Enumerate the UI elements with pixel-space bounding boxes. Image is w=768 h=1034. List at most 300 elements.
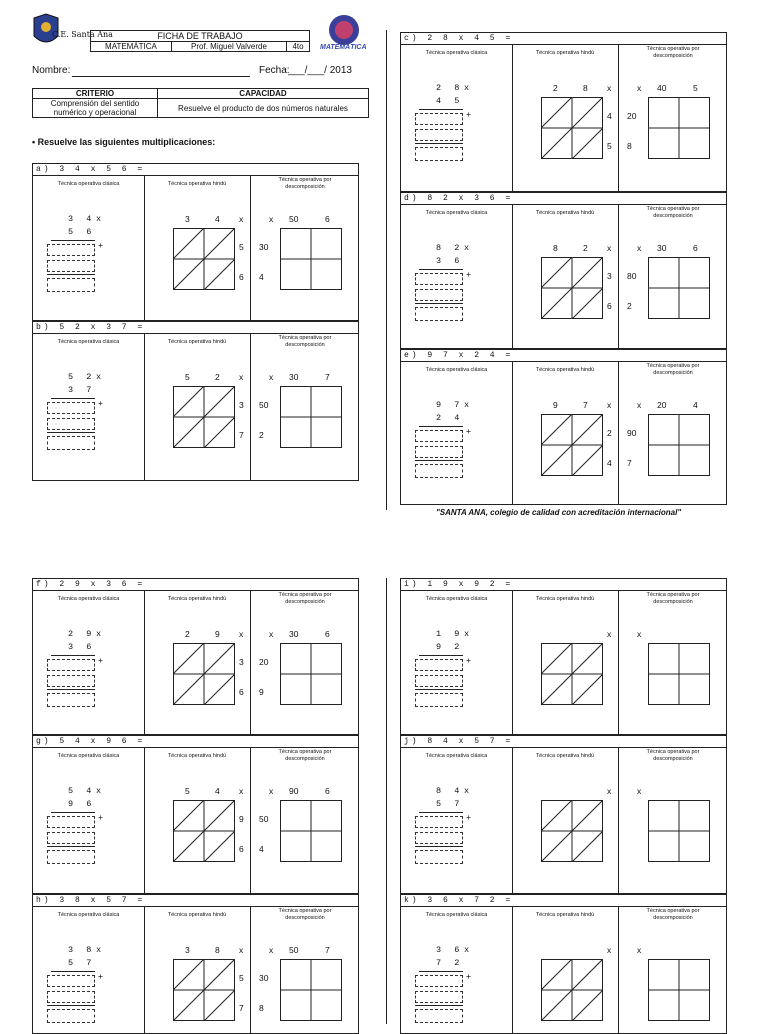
classic-answer-row-2[interactable] — [47, 418, 95, 430]
page-divider-top — [386, 30, 387, 510]
decomp-side-tens: 20 — [627, 111, 637, 121]
classic-result-row[interactable] — [47, 850, 95, 864]
decomp-top-tens: 50 — [289, 945, 299, 955]
classic-underline — [419, 269, 463, 270]
hindu-x-sign: x — [607, 83, 612, 93]
hindu-top-digit-1: 3 — [185, 214, 190, 224]
classic-result-line — [415, 460, 463, 461]
decomp-side-tens: 30 — [259, 973, 269, 983]
hindu-side-digit-1: 2 — [607, 428, 612, 438]
label-decomp: Técnica operativa por descomposición — [646, 363, 700, 376]
classic-result-row[interactable] — [415, 693, 463, 707]
label-classic: Técnica operativa clásica — [425, 753, 488, 759]
decomp-top-units: 6 — [325, 786, 330, 796]
label-classic: Técnica operativa clásica — [425, 50, 488, 56]
decomp-x-sign: x — [637, 629, 642, 639]
exercise-title: d) 8 2 x 3 6 = — [404, 194, 514, 203]
decomp-top-units: 6 — [325, 214, 330, 224]
classic-bottom-number: 3 6 — [68, 642, 96, 652]
classic-plus-sign: + — [466, 655, 471, 665]
label-decomp: Técnica operativa por descomposición — [646, 206, 700, 219]
classic-top-number: 1 9 — [436, 629, 464, 639]
classic-result-row[interactable] — [415, 464, 463, 478]
hindu-side-digit-1: 3 — [239, 657, 244, 667]
label-decomp: Técnica operativa por descomposición — [646, 592, 700, 605]
classic-result-row[interactable] — [47, 278, 95, 292]
exercise-a — [32, 163, 359, 321]
column-divider — [144, 747, 145, 893]
classic-bottom-number: 5 7 — [436, 799, 464, 809]
classic-result-row[interactable] — [415, 850, 463, 864]
hindu-top-digit-2: 8 — [583, 83, 588, 93]
decomp-top-tens: 20 — [657, 400, 667, 410]
criterio-text: Comprensión del sentido numérico y operacional — [33, 99, 158, 118]
label-classic: Técnica operativa clásica — [425, 596, 488, 602]
classic-plus-sign: + — [98, 240, 103, 250]
hindu-side-digit-2: 6 — [607, 301, 612, 311]
classic-result-line — [415, 689, 463, 690]
school-logo: C.E. Santa Ana — [30, 12, 86, 52]
hindu-top-digit-1: 5 — [185, 372, 190, 382]
classic-top-number: 8 2 — [436, 243, 464, 253]
decomp-grid[interactable] — [648, 959, 710, 1021]
hindu-lattice-grid[interactable] — [173, 386, 235, 448]
decomp-top-tens: 50 — [289, 214, 299, 224]
label-decomp: Técnica operativa por descomposición — [278, 908, 332, 921]
decomp-x-sign: x — [637, 243, 642, 253]
decomp-grid[interactable] — [648, 414, 710, 476]
column-divider — [512, 906, 513, 1033]
classic-answer-row-1[interactable] — [47, 816, 95, 828]
hindu-side-digit-1: 9 — [239, 814, 244, 824]
exercise-header-line — [401, 906, 726, 907]
decomp-x-sign: x — [269, 372, 274, 382]
hindu-top-digit-1: 2 — [185, 629, 190, 639]
hindu-lattice-grid[interactable] — [541, 959, 603, 1021]
classic-x-sign: x — [464, 786, 474, 796]
hindu-x-sign: x — [239, 945, 244, 955]
column-divider — [144, 333, 145, 480]
decomp-x-sign: x — [637, 83, 642, 93]
classic-plus-sign: + — [466, 109, 471, 119]
column-divider — [250, 747, 251, 893]
page-divider-bottom — [386, 578, 387, 1024]
hindu-lattice-grid[interactable] — [173, 228, 235, 290]
decomp-top-units: 6 — [325, 629, 330, 639]
classic-x-sign: x — [464, 243, 474, 253]
classic-underline — [419, 426, 463, 427]
hindu-side-digit-1: 4 — [607, 111, 612, 121]
classic-result-line — [415, 303, 463, 304]
hindu-side-digit-2: 6 — [239, 687, 244, 697]
classic-answer-row-2[interactable] — [415, 675, 463, 687]
decomp-side-units: 2 — [259, 430, 264, 440]
decomp-top-tens: 30 — [289, 629, 299, 639]
label-hindu: Técnica operativa hindú — [535, 912, 595, 918]
classic-plus-sign: + — [466, 426, 471, 436]
hindu-top-digit-2: 2 — [215, 372, 220, 382]
classic-answer-row-1[interactable] — [47, 402, 95, 414]
decomp-grid[interactable] — [280, 228, 342, 290]
hindu-side-digit-2: 7 — [239, 430, 244, 440]
decomp-grid[interactable] — [648, 257, 710, 319]
decomp-top-tens: 30 — [657, 243, 667, 253]
label-decomp: Técnica operativa por descomposición — [646, 46, 700, 59]
column-divider — [618, 44, 619, 191]
column-divider — [618, 747, 619, 893]
classic-result-row[interactable] — [415, 307, 463, 321]
fecha-value[interactable]: ___/___/ 2013 — [288, 65, 352, 76]
classic-result-row[interactable] — [47, 693, 95, 707]
hindu-top-digit-2: 9 — [215, 629, 220, 639]
classic-result-row[interactable] — [415, 1009, 463, 1023]
decomp-side-tens: 90 — [627, 428, 637, 438]
decomp-side-units: 7 — [627, 458, 632, 468]
classic-underline — [51, 398, 95, 399]
classic-answer-row-1[interactable] — [415, 816, 463, 828]
classic-result-row[interactable] — [47, 1009, 95, 1023]
hindu-x-sign: x — [239, 629, 244, 639]
label-classic: Técnica operativa clásica — [425, 210, 488, 216]
classic-underline — [51, 240, 95, 241]
classic-top-number: 9 7 — [436, 400, 464, 410]
classic-answer-row-2[interactable] — [415, 832, 463, 844]
label-hindu: Técnica operativa hindú — [535, 596, 595, 602]
classic-bottom-number: 4 5 — [436, 96, 464, 106]
hindu-side-digit-2: 6 — [239, 272, 244, 282]
label-decomp: Técnica operativa por descomposición — [646, 749, 700, 762]
exercise-g — [32, 735, 359, 894]
classic-answer-row-1[interactable] — [415, 975, 463, 987]
exercise-header-line — [401, 590, 726, 591]
classic-x-sign: x — [96, 372, 106, 382]
decomp-grid[interactable] — [280, 386, 342, 448]
exercise-header-line — [401, 204, 726, 205]
hindu-side-digit-1: 5 — [239, 242, 244, 252]
decomp-side-units: 8 — [259, 1003, 264, 1013]
classic-bottom-number: 9 6 — [68, 799, 96, 809]
decomp-side-units: 4 — [259, 272, 264, 282]
label-decomp: Técnica operativa por descomposición — [278, 592, 332, 605]
nombre-line[interactable] — [72, 76, 250, 77]
decomp-grid[interactable] — [280, 959, 342, 1021]
decomp-grid[interactable] — [648, 800, 710, 862]
exercise-header-line — [33, 175, 358, 176]
hindu-side-digit-1: 3 — [239, 400, 244, 410]
hindu-x-sign: x — [607, 243, 612, 253]
header-table — [90, 30, 310, 52]
exercise-title: k) 3 6 x 7 2 = — [404, 896, 514, 905]
classic-answer-row-1[interactable] — [415, 273, 463, 285]
classic-result-line — [47, 432, 95, 433]
instruction: • Resuelve las siguientes multiplicaciones: — [32, 137, 216, 147]
classic-top-number: 5 2 — [68, 372, 96, 382]
decomp-side-units: 2 — [627, 301, 632, 311]
exercise-k — [400, 894, 727, 1034]
label-hindu: Técnica operativa hindú — [167, 912, 227, 918]
hindu-top-digit-1: 9 — [553, 400, 558, 410]
classic-result-line — [415, 846, 463, 847]
classic-answer-row-2[interactable] — [47, 260, 95, 272]
label-decomp: Técnica operativa por descomposición — [646, 908, 700, 921]
label-hindu: Técnica operativa hindú — [167, 753, 227, 759]
decomp-top-units: 7 — [325, 372, 330, 382]
classic-plus-sign: + — [98, 812, 103, 822]
label-classic: Técnica operativa clásica — [57, 753, 120, 759]
teacher: Prof. Miguel Valverde — [171, 42, 286, 52]
decomp-side-tens: 50 — [259, 400, 269, 410]
classic-plus-sign: + — [98, 398, 103, 408]
classic-top-number: 8 4 — [436, 786, 464, 796]
decomp-top-units: 6 — [693, 243, 698, 253]
column-divider — [618, 590, 619, 734]
column-divider — [250, 590, 251, 734]
exercise-header-line — [33, 906, 358, 907]
exercise-b — [32, 321, 359, 481]
footer-quote: "SANTA ANA, colegio de calidad con acreditación internacional" — [436, 508, 682, 517]
label-hindu: Técnica operativa hindú — [535, 753, 595, 759]
column-divider — [144, 590, 145, 734]
column-divider — [618, 204, 619, 348]
hindu-lattice-grid[interactable] — [541, 257, 603, 319]
decomp-grid[interactable] — [280, 643, 342, 705]
exercise-header-line — [401, 361, 726, 362]
exercise-header-line — [401, 44, 726, 45]
hindu-x-sign: x — [607, 945, 612, 955]
subject: MATEMÁTICA — [91, 42, 172, 52]
exercise-title: i) 1 9 x 9 2 = — [404, 580, 514, 589]
hindu-x-sign: x — [607, 786, 612, 796]
exercise-i — [400, 578, 727, 735]
exercise-title: b) 5 2 x 3 7 = — [36, 323, 146, 332]
classic-top-number: 3 6 — [436, 945, 464, 955]
label-hindu: Técnica operativa hindú — [167, 181, 227, 187]
classic-result-row[interactable] — [415, 147, 463, 161]
hindu-side-digit-1: 5 — [239, 973, 244, 983]
classic-x-sign: x — [464, 400, 474, 410]
label-hindu: Técnica operativa hindú — [167, 596, 227, 602]
classic-answer-row-1[interactable] — [47, 659, 95, 671]
hindu-top-digit-2: 4 — [215, 786, 220, 796]
grade: 4to — [287, 42, 310, 52]
hindu-x-sign: x — [239, 786, 244, 796]
decomp-grid[interactable] — [648, 643, 710, 705]
exercise-header-line — [33, 590, 358, 591]
capacidad-text: Resuelve el producto de dos números naturales — [158, 99, 369, 118]
column-divider — [250, 175, 251, 320]
label-classic: Técnica operativa clásica — [57, 181, 120, 187]
label-classic: Técnica operativa clásica — [57, 339, 120, 345]
decomp-grid[interactable] — [648, 97, 710, 159]
decomp-top-units: 4 — [693, 400, 698, 410]
classic-top-number: 2 9 — [68, 629, 96, 639]
decomp-x-sign: x — [269, 786, 274, 796]
exercise-header-line — [33, 333, 358, 334]
classic-plus-sign: + — [466, 971, 471, 981]
classic-answer-row-2[interactable] — [415, 129, 463, 141]
decomp-top-tens: 30 — [289, 372, 299, 382]
exercise-title: f) 2 9 x 3 6 = — [36, 580, 146, 589]
classic-result-row[interactable] — [47, 436, 95, 450]
decomp-side-tens: 30 — [259, 242, 269, 252]
classic-underline — [51, 812, 95, 813]
classic-answer-row-2[interactable] — [415, 991, 463, 1003]
fecha-label: Fecha: — [259, 65, 290, 76]
hindu-side-digit-1: 3 — [607, 271, 612, 281]
hindu-lattice-grid[interactable] — [541, 97, 603, 159]
classic-x-sign: x — [464, 629, 474, 639]
hindu-lattice-grid[interactable] — [541, 643, 603, 705]
column-divider — [512, 361, 513, 504]
classic-underline — [419, 109, 463, 110]
classic-x-sign: x — [96, 945, 106, 955]
label-decomp: Técnica operativa por descomposición — [278, 749, 332, 762]
math-logo: MATEMÁTICA — [316, 14, 378, 56]
classic-answer-row-2[interactable] — [47, 991, 95, 1003]
classic-bottom-number: 9 2 — [436, 642, 464, 652]
classic-plus-sign: + — [466, 269, 471, 279]
column-divider — [144, 175, 145, 320]
classic-x-sign: x — [96, 214, 106, 224]
column-divider — [512, 204, 513, 348]
classic-underline — [419, 812, 463, 813]
decomp-top-tens: 90 — [289, 786, 299, 796]
hindu-lattice-grid[interactable] — [173, 959, 235, 1021]
classic-answer-row-1[interactable] — [47, 244, 95, 256]
exercise-c — [400, 32, 727, 192]
classic-top-number: 3 8 — [68, 945, 96, 955]
classic-underline — [51, 655, 95, 656]
column-divider — [512, 747, 513, 893]
criterio-head: CRITERIO — [33, 89, 158, 99]
classic-bottom-number: 5 7 — [68, 958, 96, 968]
hindu-top-digit-1: 3 — [185, 945, 190, 955]
label-hindu: Técnica operativa hindú — [535, 210, 595, 216]
hindu-lattice-grid[interactable] — [173, 643, 235, 705]
classic-answer-row-2[interactable] — [47, 675, 95, 687]
exercise-title: j) 8 4 x 5 7 = — [404, 737, 514, 746]
classic-top-number: 3 4 — [68, 214, 96, 224]
label-decomp: Técnica operativa por descomposición — [278, 177, 332, 190]
classic-bottom-number: 3 6 — [436, 256, 464, 266]
exercise-title: e) 9 7 x 2 4 = — [404, 351, 514, 360]
column-divider — [144, 906, 145, 1033]
classic-result-line — [47, 1005, 95, 1006]
exercise-e — [400, 349, 727, 505]
classic-plus-sign: + — [98, 971, 103, 981]
criterio-table — [32, 88, 369, 118]
decomp-x-sign: x — [637, 945, 642, 955]
hindu-top-digit-1: 2 — [553, 83, 558, 93]
decomp-top-units: 5 — [693, 83, 698, 93]
ficha-title: FICHA DE TRABAJO — [91, 31, 310, 42]
hindu-top-digit-2: 4 — [215, 214, 220, 224]
hindu-top-digit-1: 8 — [553, 243, 558, 253]
exercise-title: h) 3 8 x 5 7 = — [36, 896, 146, 905]
exercise-title: c) 2 8 x 4 5 = — [404, 34, 514, 43]
hindu-top-digit-1: 5 — [185, 786, 190, 796]
hindu-lattice-grid[interactable] — [173, 800, 235, 862]
classic-bottom-number: 7 2 — [436, 958, 464, 968]
exercise-f — [32, 578, 359, 735]
classic-underline — [419, 655, 463, 656]
decomp-side-units: 9 — [259, 687, 264, 697]
column-divider — [618, 361, 619, 504]
hindu-x-sign: x — [607, 629, 612, 639]
column-divider — [512, 590, 513, 734]
classic-answer-row-2[interactable] — [415, 446, 463, 458]
decomp-side-units: 8 — [627, 141, 632, 151]
decomp-grid[interactable] — [280, 800, 342, 862]
exercise-header-line — [33, 747, 358, 748]
classic-answer-row-1[interactable] — [415, 113, 463, 125]
hindu-top-digit-2: 7 — [583, 400, 588, 410]
classic-top-number: 2 8 — [436, 83, 464, 93]
decomp-side-tens: 50 — [259, 814, 269, 824]
classic-x-sign: x — [96, 786, 106, 796]
exercise-h — [32, 894, 359, 1034]
hindu-lattice-grid[interactable] — [541, 800, 603, 862]
classic-x-sign: x — [464, 83, 474, 93]
label-classic: Técnica operativa clásica — [57, 912, 120, 918]
hindu-side-digit-2: 6 — [239, 844, 244, 854]
column-divider — [250, 333, 251, 480]
classic-answer-row-1[interactable] — [415, 659, 463, 671]
classic-result-line — [415, 1005, 463, 1006]
label-classic: Técnica operativa clásica — [57, 596, 120, 602]
classic-answer-row-2[interactable] — [415, 289, 463, 301]
hindu-x-sign: x — [607, 400, 612, 410]
exercise-j — [400, 735, 727, 894]
classic-top-number: 5 4 — [68, 786, 96, 796]
capacidad-head: CAPACIDAD — [158, 89, 369, 99]
decomp-side-tens: 20 — [259, 657, 269, 667]
classic-result-line — [47, 846, 95, 847]
exercise-header-line — [401, 747, 726, 748]
classic-answer-row-1[interactable] — [415, 430, 463, 442]
classic-x-sign: x — [464, 945, 474, 955]
hindu-x-sign: x — [239, 372, 244, 382]
decomp-top-units: 7 — [325, 945, 330, 955]
exercise-title: a) 3 4 x 5 6 = — [36, 165, 146, 174]
hindu-x-sign: x — [239, 214, 244, 224]
column-divider — [250, 906, 251, 1033]
decomp-x-sign: x — [637, 786, 642, 796]
classic-answer-row-2[interactable] — [47, 832, 95, 844]
decomp-side-units: 4 — [259, 844, 264, 854]
decomp-x-sign: x — [269, 214, 274, 224]
decomp-x-sign: x — [269, 629, 274, 639]
decomp-side-tens: 80 — [627, 271, 637, 281]
decomp-top-tens: 40 — [657, 83, 667, 93]
hindu-top-digit-2: 8 — [215, 945, 220, 955]
classic-answer-row-1[interactable] — [47, 975, 95, 987]
label-hindu: Técnica operativa hindú — [167, 339, 227, 345]
classic-plus-sign: + — [98, 655, 103, 665]
classic-underline — [419, 971, 463, 972]
column-divider — [618, 906, 619, 1033]
classic-underline — [51, 971, 95, 972]
hindu-side-digit-2: 7 — [239, 1003, 244, 1013]
classic-plus-sign: + — [466, 812, 471, 822]
classic-x-sign: x — [96, 629, 106, 639]
classic-result-line — [47, 689, 95, 690]
hindu-lattice-grid[interactable] — [541, 414, 603, 476]
hindu-side-digit-2: 5 — [607, 141, 612, 151]
classic-bottom-number: 2 4 — [436, 413, 464, 423]
classic-bottom-number: 5 6 — [68, 227, 96, 237]
label-hindu: Técnica operativa hindú — [535, 367, 595, 373]
